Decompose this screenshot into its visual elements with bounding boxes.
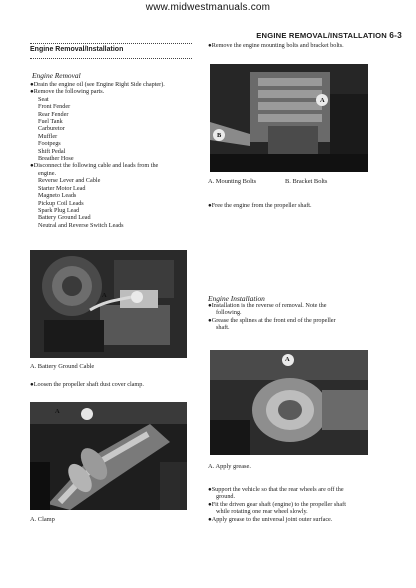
lead-item: Pickup Coil Leads (38, 199, 84, 207)
part-item: Front Fender (38, 103, 71, 111)
installation-heading: Engine Installation (208, 294, 265, 303)
part-item: Footpegs (38, 140, 61, 148)
install-line: ●Grease the splines at the front end of the propeller (208, 316, 336, 324)
loosen-text: ●Loosen the propeller shaft dust cover clamp. (30, 381, 144, 388)
install-line: ●Installation is the reverse of removal. Note the (208, 302, 327, 309)
part-item: Shift Pedal (38, 147, 66, 155)
mounting-bolts-photo (210, 64, 368, 172)
header-title: ENGINE REMOVAL/INSTALLATION (256, 31, 387, 40)
lead-item: Spark Plug Lead (38, 206, 80, 214)
mounting-bolts-caption: A. Mounting Bolts (208, 178, 257, 185)
install-line: shaft. (216, 324, 230, 332)
installation-body (208, 302, 404, 332)
clamp-caption: A. Clamp (30, 516, 55, 523)
grease-callout-a: A (285, 356, 290, 363)
part-item: Carburetor (38, 125, 65, 133)
section-title: Engine Removal/Installation (30, 46, 124, 53)
lead-item: Reverse Lever and Cable (38, 177, 101, 185)
mounting-callout-b: B (217, 132, 222, 139)
remove-intro: ●Remove the following parts. (30, 88, 105, 96)
lead-item: Neutral and Reverse Switch Leads (38, 221, 124, 229)
lead-item: Starter Motor Lead (38, 184, 86, 192)
support-line: ground. (216, 493, 236, 501)
clamp-callout-a: A (55, 408, 60, 415)
support-line: ●Support the vehicle so that the rear wheels are off the (208, 486, 344, 493)
apply-grease-photo (210, 350, 368, 455)
lead-item: Magneto Leads (38, 192, 77, 200)
removal-body (30, 81, 200, 229)
lead-item: Battery Ground Lead (38, 214, 91, 222)
site-url: www.midwestmanuals.com (145, 2, 271, 13)
part-item: Breather Hose (38, 155, 74, 163)
install-line: following. (216, 309, 242, 317)
support-line: ●Fit the driven gear shaft (engine) to the propeller shaft (208, 500, 346, 508)
bracket-bolts-caption: B. Bracket Bolts (285, 178, 328, 185)
battery-caption: A. Battery Ground Cable (30, 363, 95, 370)
clamp-photo (30, 402, 187, 510)
part-item: Fuel Tank (38, 118, 63, 126)
disconnect-text: ●Disconnect the following cable and leads from the (30, 162, 159, 170)
drain-text: ●Drain the engine oil (see Engine Right Side chapter). (30, 81, 165, 88)
battery-callout-a: A (102, 292, 107, 299)
support-body (208, 486, 404, 523)
apply-grease-caption: A. Apply grease. (208, 463, 251, 470)
part-item: Muffler (38, 132, 58, 140)
free-engine-text: ●Free the engine from the propeller shaft. (208, 202, 312, 209)
mounting-callout-a: A (320, 97, 325, 104)
disconnect-text-cont: engine. (38, 169, 57, 177)
page-number: 6-3 (389, 30, 402, 40)
support-line: while rotating one rear wheel slowly. (216, 508, 308, 516)
mounting-text: ●Remove the engine mounting bolts and bracket bolts. (208, 42, 344, 49)
battery-ground-photo (30, 250, 187, 358)
page-header (206, 30, 402, 40)
support-line: ●Apply grease to the universal joint outer surface. (208, 515, 333, 523)
part-item: Rear Fender (38, 110, 69, 118)
section-rule-top (30, 43, 192, 44)
part-item: Seat (38, 95, 49, 103)
removal-heading: Engine Removal (32, 71, 81, 80)
section-rule-bottom (30, 58, 192, 59)
